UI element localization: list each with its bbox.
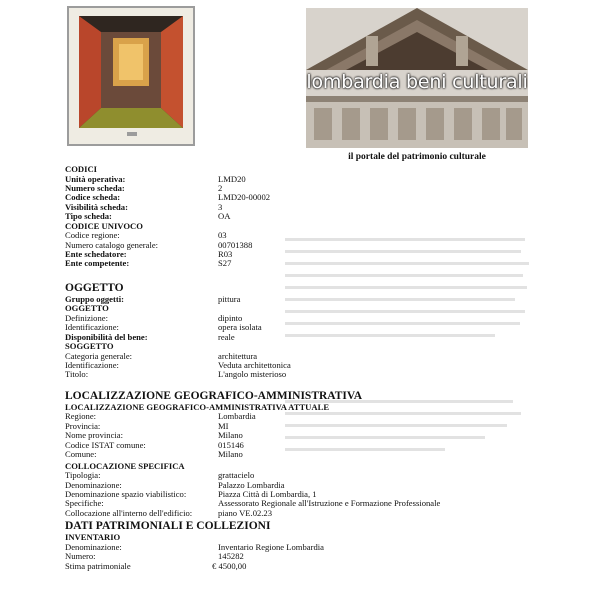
- field-row: [65, 471, 535, 480]
- field-value: grattacielo: [218, 470, 255, 481]
- field-row: [65, 241, 535, 250]
- field-label: Nome provincia:: [65, 430, 123, 441]
- section-soggetto-title: SOGGETTO: [65, 341, 114, 352]
- field-label: Denominazione spazio viabilistico:: [65, 488, 187, 499]
- field-value: Veduta architettonica: [218, 360, 291, 371]
- heading-localizzazione: LOCALIZZAZIONE GEOGRAFICO-AMMINISTRATIVA: [65, 389, 363, 402]
- field-row: [65, 295, 535, 304]
- field-label: Titolo:: [65, 369, 89, 380]
- field-value: 015146: [218, 439, 244, 450]
- field-label: Denominazione:: [65, 479, 122, 490]
- field-row: [65, 562, 535, 571]
- field-value: LMD20: [218, 173, 246, 184]
- field-label: Collocazione all'interno dell'edificio:: [65, 507, 193, 518]
- field-value: L'angolo misterioso: [218, 369, 287, 380]
- field-row: [65, 259, 535, 268]
- field-value: Milano: [218, 449, 243, 460]
- field-row: [65, 370, 535, 379]
- field-row: [65, 552, 535, 561]
- field-value: reale: [218, 331, 235, 342]
- field-label: Codice regione:: [65, 230, 120, 241]
- field-label: Regione:: [65, 411, 97, 422]
- field-value: pittura: [218, 293, 241, 304]
- field-value: MI: [218, 420, 229, 431]
- field-label: Visibilità scheda:: [65, 201, 128, 212]
- painting-image: [69, 8, 193, 144]
- field-label: Categoria generale:: [65, 350, 133, 361]
- section-codice-univoco-title: CODICE UNIVOCO: [65, 220, 143, 231]
- banner-tagline: il portale del patrimonio culturale: [348, 152, 486, 162]
- field-label: Identificazione:: [65, 360, 119, 371]
- field-value: Assessorato Regionale all'Istruzione e Formazione Professionale: [218, 498, 441, 509]
- field-row: [65, 175, 535, 184]
- field-label: Comune:: [65, 449, 97, 460]
- painting-thumbnail[interactable]: [67, 6, 195, 146]
- section-inventario-title: INVENTARIO: [65, 532, 121, 543]
- field-row: [65, 441, 535, 450]
- field-row: [65, 352, 535, 361]
- field-row: [65, 333, 535, 342]
- field-label: Tipo scheda:: [65, 211, 112, 222]
- field-row: [65, 314, 535, 323]
- field-row: [65, 250, 535, 259]
- field-label: Numero catalogo generale:: [65, 239, 159, 250]
- field-label: Identificazione:: [65, 322, 119, 333]
- section-collocazione-title: COLLOCAZIONE SPECIFICA: [65, 460, 185, 471]
- field-value: Lombardia: [218, 411, 256, 422]
- field-label: Numero scheda:: [65, 183, 125, 193]
- field-value: opera isolata: [218, 322, 262, 333]
- heading-dati-patrimoniali: DATI PATRIMONIALI E COLLEZIONI: [65, 520, 271, 533]
- field-value: Piazza Città di Lombardia, 1: [218, 488, 317, 499]
- field-label: Disponibilità del bene:: [65, 331, 148, 342]
- field-label: Ente schedatore:: [65, 249, 127, 260]
- field-row: [65, 450, 535, 459]
- section-oggetto-title: OGGETTO: [65, 303, 109, 314]
- field-label: Tipologia:: [65, 470, 101, 481]
- field-row: [65, 203, 535, 212]
- field-label: Numero:: [65, 551, 96, 562]
- field-row: [65, 412, 535, 421]
- field-row: [65, 184, 535, 193]
- field-value: 03: [218, 230, 227, 241]
- field-value: 2: [218, 183, 223, 193]
- field-row: [65, 193, 535, 202]
- section-localizzazione-attuale-title: LOCALIZZAZIONE GEOGRAFICO-AMMINISTRATIVA ATTUALE: [65, 401, 330, 412]
- banner-title: lombardia beni culturali: [306, 71, 528, 93]
- field-value: S27: [218, 258, 232, 269]
- field-row: [65, 422, 535, 431]
- field-label: Codice ISTAT comune:: [65, 439, 146, 450]
- field-value: dipinto: [218, 312, 243, 323]
- section-codici-title: CODICI: [65, 164, 97, 174]
- field-label: Ente competente:: [65, 258, 130, 269]
- field-label: Unità operativa:: [65, 173, 126, 184]
- field-value: architettura: [218, 350, 258, 361]
- site-banner[interactable]: [306, 8, 528, 148]
- field-value: R03: [218, 249, 233, 260]
- heading-oggetto: OGGETTO: [65, 281, 124, 294]
- field-label: Specifiche:: [65, 498, 104, 509]
- field-value: OA: [218, 211, 231, 222]
- field-row: [65, 543, 535, 552]
- field-label: Stima patrimoniale: [65, 560, 131, 571]
- field-value: Inventario Regione Lombardia: [218, 541, 324, 552]
- catalog-record: [65, 165, 535, 571]
- field-value: LMD20-00002: [218, 192, 271, 203]
- field-value: 145282: [218, 551, 244, 562]
- field-label: Definizione:: [65, 312, 108, 323]
- field-row: [65, 361, 535, 370]
- field-label: Provincia:: [65, 420, 101, 431]
- field-value: € 4500,00: [212, 560, 247, 571]
- field-label: Denominazione:: [65, 541, 122, 552]
- field-value: 00701388: [218, 239, 253, 250]
- field-value: Milano: [218, 430, 243, 441]
- field-row: [65, 509, 535, 518]
- field-value: 3: [218, 201, 223, 212]
- field-label: Codice scheda:: [65, 192, 121, 203]
- field-value: piano VE.02.23: [218, 507, 273, 518]
- field-value: Palazzo Lombardia: [218, 479, 285, 490]
- field-label: Gruppo oggetti:: [65, 293, 124, 304]
